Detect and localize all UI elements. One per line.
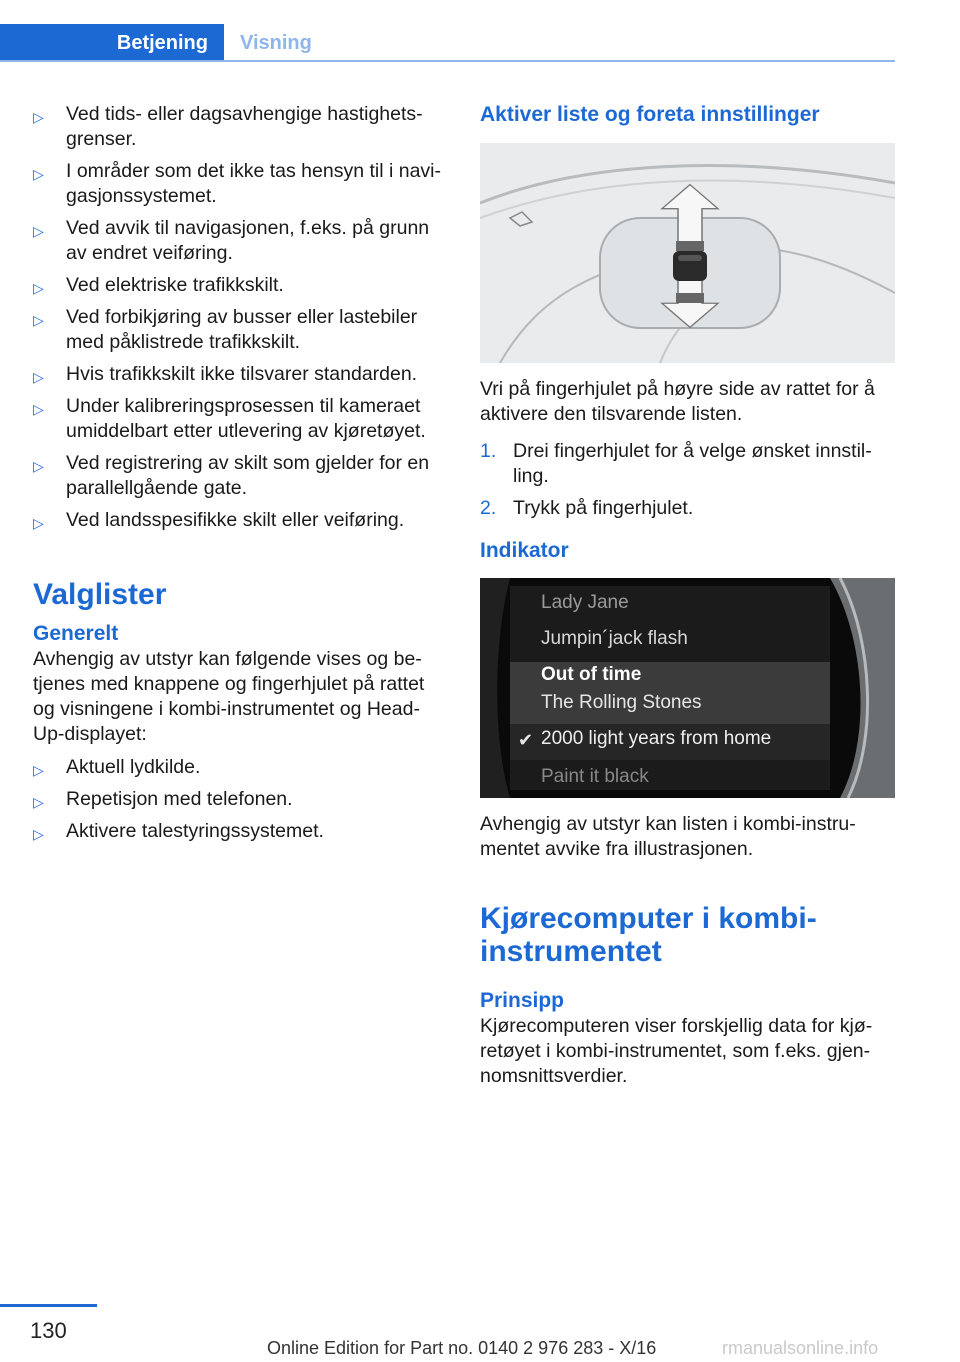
steps-list bbox=[480, 439, 895, 521]
steering-wheel-illustration bbox=[480, 143, 895, 363]
section-title-kjorecomputer: Kjørecomputer i kombi-instrumentet bbox=[480, 902, 817, 968]
list-item: ▷ Ved registrering av skilt som gjelder for en parallellgående gate. bbox=[33, 452, 430, 499]
left-column bbox=[33, 102, 448, 851]
list-item: ▷ Ved avvik til navigasjonen, f.eks. på grunn av endret veiføring. bbox=[33, 217, 430, 264]
list-item: ▷ Ved elektriske trafikkskilt. bbox=[33, 273, 448, 298]
step-number: 2. bbox=[480, 497, 497, 519]
list-item: ▷ Under kalibreringsprosessen til kameraet umiddelbart etter utlevering av kjøretøyet. bbox=[33, 395, 426, 442]
paragraph-prinsipp: Kjørecomputeren viser forskjellig data for kjø-retøyet i kombi-instrumentet, som f.eks. gjen-nomsnittsverdier. bbox=[480, 1015, 873, 1087]
edition-text: Online Edition for Part no. 0140 2 976 283 - X/16 bbox=[267, 1338, 657, 1358]
display-item: Lady Jane bbox=[541, 592, 629, 613]
heading-aktiver-liste: Aktiver liste og foreta innstillinger bbox=[480, 103, 820, 126]
header-bar bbox=[0, 0, 895, 62]
display-item-selected: Out of time bbox=[541, 664, 642, 685]
triangle-bullet-icon: ▷ bbox=[33, 312, 44, 328]
display-item-subtitle: The Rolling Stones bbox=[541, 692, 702, 713]
list-item: ▷ Aktuell lydkilde. bbox=[33, 755, 448, 780]
triangle-bullet-icon: ▷ bbox=[33, 826, 44, 842]
list-item: ▷ Ved landsspesifikke skilt eller veiføring. bbox=[33, 508, 448, 533]
list-item: ▷ Hvis trafikkskilt ikke tilsvarer standarden. bbox=[33, 362, 448, 387]
triangle-bullet-icon: ▷ bbox=[33, 762, 44, 778]
triangle-bullet-icon: ▷ bbox=[33, 369, 44, 385]
display-item: 2000 light years from home bbox=[541, 728, 772, 749]
tab-visning[interactable]: Visning bbox=[240, 31, 312, 54]
paragraph-generelt: Avhengig av utstyr kan følgende vises og be-tjenes med knappene og fingerhjulet på rattet og visningene i kombi-instrumentet og Head-Up-displayet: bbox=[33, 648, 425, 745]
tab-betjening[interactable]: Betjening bbox=[0, 24, 224, 62]
triangle-bullet-icon: ▷ bbox=[33, 166, 44, 182]
page-number: 130 bbox=[30, 1318, 67, 1343]
header-divider bbox=[0, 60, 895, 62]
triangle-bullet-icon: ▷ bbox=[33, 109, 44, 125]
list-item: ▷ Repetisjon med telefonen. bbox=[33, 787, 448, 812]
triangle-bullet-icon: ▷ bbox=[33, 515, 44, 531]
step-number: 1. bbox=[480, 440, 497, 462]
subsection-title-prinsipp: Prinsipp bbox=[480, 989, 565, 1012]
triangle-bullet-icon: ▷ bbox=[33, 280, 44, 296]
triangle-bullet-icon: ▷ bbox=[33, 401, 44, 417]
paragraph-avhengig: Avhengig av utstyr kan listen i kombi-instru-mentet avvike fra illustrasjonen. bbox=[480, 813, 856, 860]
list-item: ▷ Ved forbikjøring av busser eller lastebiler med påklistrede trafikkskilt. bbox=[33, 306, 418, 353]
bullet-list-2 bbox=[33, 755, 448, 844]
list-item: ▷ Ved tids- eller dagsavhengige hastighets-grenser. bbox=[33, 103, 423, 150]
watermark: rmanualsonline.info bbox=[722, 1338, 879, 1358]
display-item: Paint it black bbox=[541, 766, 649, 787]
instrument-display-image bbox=[480, 578, 895, 798]
section-title-valglister: Valglister bbox=[33, 578, 167, 611]
triangle-bullet-icon: ▷ bbox=[33, 458, 44, 474]
list-item: ▷ Aktivere talestyringssystemet. bbox=[33, 819, 448, 844]
right-column bbox=[480, 102, 895, 1089]
heading-indikator: Indikator bbox=[480, 539, 569, 562]
paragraph-vri: Vri på fingerhjulet på høyre side av rattet for å aktivere den tilsvarende listen. bbox=[480, 378, 875, 425]
bullet-list bbox=[33, 102, 448, 533]
check-icon: ✔ bbox=[518, 730, 534, 750]
display-item: Jumpin´jack flash bbox=[541, 628, 688, 649]
list-item: ▷ I områder som det ikke tas hensyn til i navi-gasjonssystemet. bbox=[33, 160, 441, 207]
subsection-title-generelt: Generelt bbox=[33, 622, 119, 645]
footer-accent-line bbox=[0, 1304, 97, 1307]
list-item: 2. Trykk på fingerhjulet. bbox=[480, 497, 694, 519]
triangle-bullet-icon: ▷ bbox=[33, 223, 44, 239]
list-item: 1. Drei fingerhjulet for å velge ønsket innstil-ling. bbox=[480, 440, 872, 487]
steering-wheel-image bbox=[480, 143, 895, 363]
triangle-bullet-icon: ▷ bbox=[33, 794, 44, 810]
